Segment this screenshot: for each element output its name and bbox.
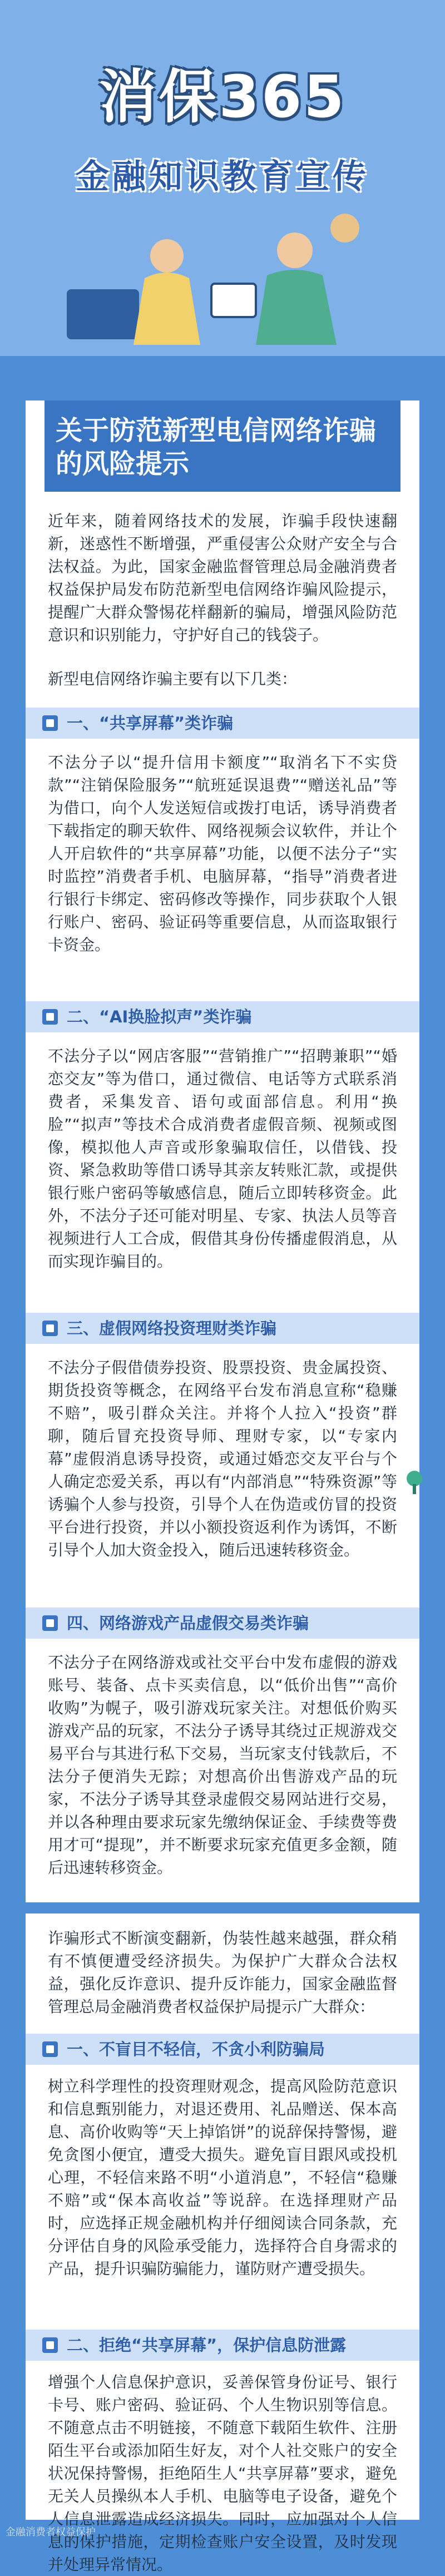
section-paragraph-4: 不法分子在网络游戏或社交平台中发布虚假的游戏账号、装备、点卡买卖信息，以“低价出售”“高价收购”为幌子，吸引游戏玩家关注。对想低价购买游戏产品的玩家，不法分子诱导其绕过正规游戏交易平台与其进行私下交易，当玩家支付钱款后，不法分子便消失无踪；对想高价出售游戏产品的玩家，不法分子诱导其登录虚假交易网站进行交易，并以各种理由要求玩家先缴纳保证金、手续费等费用才可“提现”，并不断要求玩家充值更多金额，随后迅速转移资金。 bbox=[48, 1653, 397, 1877]
section-label: 三、虚假网络投资理财类诈骗 bbox=[67, 1319, 277, 1338]
box-icon bbox=[67, 289, 139, 339]
section-paragraph-2: 不法分子以“网店客服”“营销推广”“招聘兼职”“婚恋交友”等为借口，通过微信、电话等方式联系消费者，采集发音、语句或面部信息。利用“换脸”“拟声”等技术合成消费者虚假音频、视频或图像，模拟他人声音或形象骗取信任，以借钱、投资、紧急救助等借口诱导其亲友转账汇款，或提供银行账户密码等敏感信息，随后立即转移资金。此外，不法分子还可能对明星、专家、执法人员等音视频进行人工合成，假借其身份传播虚假消息，从而实现诈骗目的。 bbox=[48, 1047, 397, 1270]
document-panel bbox=[26, 401, 419, 1902]
section-paragraph-1: 不法分子以“提升信用卡额度”“取消名下不实贷款”“注销保险服务”“航班延误退费”“赠送礼品”等为借口，向个人发送短信或拨打电话，诱导消费者下载指定的聊天软件、网络视频会议软件，并让个人开启软件的“共享屏幕”功能，以便不法分子“实时监控”消费者手机、电脑屏幕，“指导”消费者进行银行卡绑定、密码修改等操作，同步获取个人银行账户、密码、验证码等重要信息，从而盗取银行卡资金。 bbox=[48, 753, 397, 954]
section-header-3 bbox=[26, 1313, 419, 1344]
hero-illustration bbox=[33, 200, 412, 350]
hero-title: 消保365 bbox=[98, 63, 347, 131]
section-paragraph-3: 不法分子假借债券投资、股票投资、贵金属投资、期货投资等概念，在网络平台发布消息宣称“稳赚不赔”，吸引群众关注。并将个人拉入“投资”群聊，随后冒充投资导师、理财专家，以“专家内幕”虚假消息诱导投资，或通过婚恋交友平台与个人确定恋爱关系，再以有“内部消息”“特殊资源”等诱骗个人参与投资，引导个人在伪造或仿冒的投资平台进行投资，并以小额投资返利作为诱饵，不断引导个人加大资金投入，随后迅速转移资金。 bbox=[48, 1358, 397, 1559]
document-title: 关于防范新型电信网络诈骗的风险提示 bbox=[44, 401, 400, 492]
pushpin-icon bbox=[400, 1469, 428, 1496]
person-left-body bbox=[134, 273, 200, 345]
section-icon bbox=[42, 1615, 58, 1631]
section-icon bbox=[42, 2041, 58, 2057]
section-label: 二、“AI换脸拟声”类诈骗 bbox=[67, 1007, 252, 1026]
footer-text: 金融消费者权益保护 bbox=[6, 2526, 96, 2538]
tips-header-2 bbox=[26, 2330, 419, 2361]
section-label: 一、不盲目不轻信，不贪小利防骗局 bbox=[67, 2040, 325, 2059]
person-right-head bbox=[277, 233, 313, 268]
intro-paragraph: 近年来，随着网络技术的发展，诈骗手段快速翻新，迷惑性不断增强，严重侵害公众财产安全与合法权益。为此，国家金融监督管理总局金融消费者权益保护局发布防范新型电信网络诈骗风险提示，提醒广大群众警惕花样翻新的骗局，增强风险防范意识和识别能力，守护好自己的钱袋子。 bbox=[48, 512, 397, 644]
book-icon bbox=[211, 284, 256, 317]
section-label: 四、网络游戏产品虚假交易类诈骗 bbox=[67, 1614, 309, 1633]
section-header-4 bbox=[26, 1608, 419, 1639]
tips-paragraph-2: 增强个人信息保护意识，妥善保管身份证号、银行卡号、账户密码、验证码、个人生物识别等信息。不随意点击不明链接，不随意下载陌生软件、注册陌生平台或添加陌生好友，对个人社交账户的安全状况保持警惕，拒绝陌生人“共享屏幕”要求，避免无关人员操纵本人手机、电脑等电子设备，避免个人信息泄露造成经济损失。同时，应加强对个人信息的保护措施，定期检查账户安全设置，及时发现并处理异常情况。 bbox=[48, 2373, 397, 2574]
section-header-2 bbox=[26, 1001, 419, 1032]
section-label: 一、“共享屏幕”类诈骗 bbox=[67, 714, 234, 733]
hero-subtitle: 金融知识教育宣传 bbox=[76, 157, 369, 196]
section-icon bbox=[42, 1009, 58, 1025]
person-right-body bbox=[256, 270, 337, 345]
section-icon bbox=[42, 1321, 58, 1336]
person-left-head bbox=[150, 239, 184, 273]
tips-intro: 诈骗形式不断演变翻新，伪装性越来越强，群众稍有不慎便遭受经济损失。为保护广大群众合法权益，强化反诈意识、提升反诈能力，国家金融监督管理总局金融消费者权益保护局提示广大群众： bbox=[48, 1929, 397, 2016]
section-header-1 bbox=[26, 708, 419, 739]
tips-panel bbox=[26, 1914, 419, 2574]
section-label: 二、拒绝“共享屏幕”，保护信息防泄露 bbox=[67, 2336, 347, 2355]
section-icon bbox=[42, 2337, 58, 2353]
tips-paragraph-1: 树立科学理性的投资理财观念，提高风险防范意识和信息甄别能力，对退还费用、礼品赠送、保本高息、高价收购等“天上掉馅饼”的说辞保持警惕，避免贪图小便宜，遭受大损失。避免盲目跟风或投机心理，不轻信来路不明“小道消息”，不轻信“稳赚不赔”或“保本高收益”等说辞。在选择理财产品时，应选择正规金融机构并仔细阅读合同条款，充分评估自身的风险承受能力，选择符合自身需求的产品，提升识骗防骗能力，谨防财产遭受损失。 bbox=[48, 2077, 397, 2278]
lead-paragraph: 新型电信网络诈骗主要有以下几类： bbox=[48, 670, 298, 688]
section-icon bbox=[42, 715, 58, 731]
sun-icon bbox=[330, 214, 359, 243]
hero-banner bbox=[0, 0, 445, 356]
tips-header-1 bbox=[26, 2034, 419, 2065]
